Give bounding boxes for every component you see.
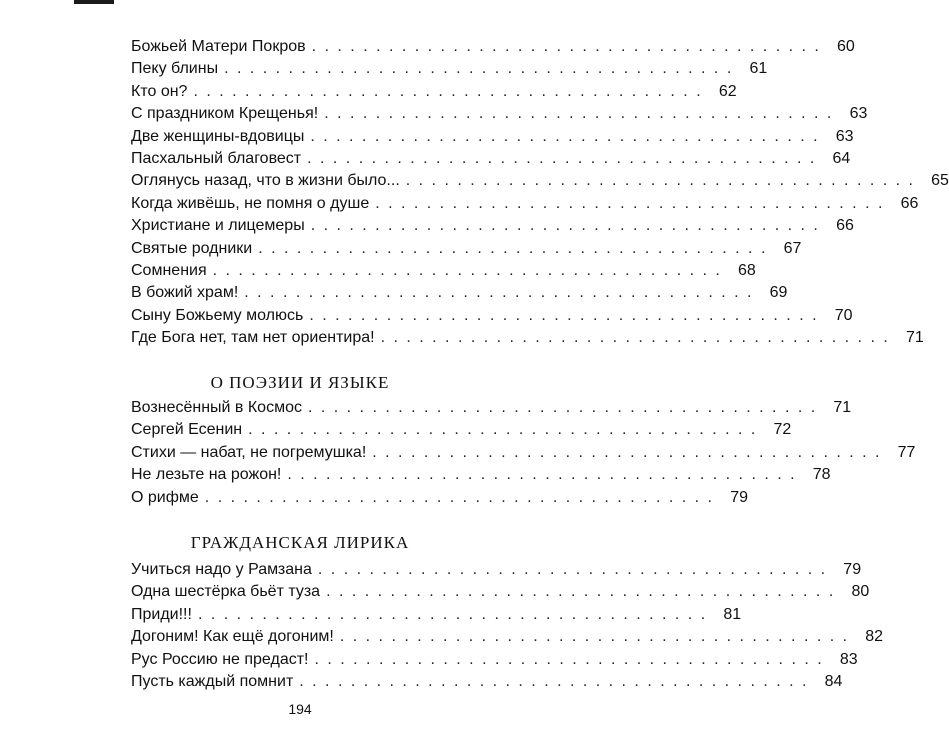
- entry-title: Христиане и лицемеры: [131, 217, 305, 235]
- dot-leader: . . . . . . . . . . . . . . . . . . . . . . . . . . . . . . . . . . . . . . . .: [310, 127, 820, 145]
- entry-page: 70: [834, 306, 853, 324]
- dot-leader: . . . . . . . . . . . . . . . . . . . . . . . . . . . . . . . . . . . . . . . .: [224, 60, 734, 78]
- dot-leader: . . . . . . . . . . . . . . . . . . . . . . . . . . . . . . . . . . . . . . . .: [339, 628, 850, 646]
- dot-leader: . . . . . . . . . . . . . . . . . . . . . . . . . . . . . . . . . . . . . . . .: [405, 172, 915, 190]
- dot-leader: . . . . . . . . . . . . . . . . . . . . . . . . . . . . . . . . . . . . . . . .: [193, 82, 703, 100]
- toc-entry[interactable]: [131, 466, 831, 488]
- toc-section-faith: [131, 38, 949, 351]
- entry-title: Стихи — набат, не погремушка!: [131, 443, 367, 461]
- dot-leader: . . . . . . . . . . . . . . . . . . . . . . . . . . . . . . . . . . . . . . . .: [380, 329, 890, 347]
- entry-page: 64: [832, 149, 851, 167]
- toc-entry[interactable]: [131, 127, 854, 150]
- dot-leader: . . . . . . . . . . . . . . . . . . . . . . . . . . . . . . . . . . . . . . . .: [258, 239, 768, 257]
- top-edge-mark: [74, 0, 114, 4]
- dot-leader: . . . . . . . . . . . . . . . . . . . . . . . . . . . . . . . . . . . . . . . .: [197, 605, 708, 623]
- entry-page: 68: [738, 261, 756, 279]
- toc-entry[interactable]: [131, 149, 851, 172]
- entry-page: 77: [897, 443, 916, 461]
- dot-leader: . . . . . . . . . . . . . . . . . . . . . . . . . . . . . . . . . . . . . . . .: [311, 38, 821, 55]
- dot-leader: . . . . . . . . . . . . . . . . . . . . . . . . . . . . . . . . . . . . . . . .: [212, 261, 722, 279]
- dot-leader: . . . . . . . . . . . . . . . . . . . . . . . . . . . . . . . . . . . . . . . .: [204, 488, 714, 506]
- toc-entry[interactable]: [131, 217, 854, 239]
- toc-entry[interactable]: [131, 605, 742, 628]
- dot-leader: . . . . . . . . . . . . . . . . . . . . . . . . . . . . . . . . . . . . . . . .: [248, 421, 758, 439]
- entry-page: 81: [723, 605, 742, 623]
- entry-title: О рифме: [131, 488, 199, 506]
- toc-entry[interactable]: [131, 306, 853, 329]
- entry-title: Святые родники: [131, 239, 253, 257]
- entry-title: Одна шестёрка бьёт туза: [131, 583, 321, 601]
- entry-page: 60: [837, 38, 855, 55]
- entry-title: Оглянусь назад, что в жизни было...: [131, 172, 400, 190]
- toc-entry[interactable]: [131, 443, 916, 466]
- dot-leader: . . . . . . . . . . . . . . . . . . . . . . . . . . . . . . . . . . . . . . . .: [324, 105, 834, 123]
- entry-title: Божьей Матери Покров: [131, 38, 306, 55]
- entry-page: 67: [783, 239, 802, 257]
- toc-entry[interactable]: [131, 421, 792, 443]
- entry-page: 71: [905, 329, 924, 347]
- entry-title: Кто он?: [131, 82, 188, 100]
- page-number: 194: [288, 701, 312, 717]
- dot-leader: . . . . . . . . . . . . . . . . . . . . . . . . . . . . . . . . . . . . . . . .: [314, 650, 824, 668]
- toc-entry[interactable]: [131, 399, 852, 421]
- entry-title: Сергей Есенин: [131, 421, 243, 439]
- toc-section-civic: [131, 561, 884, 695]
- toc-entry[interactable]: [131, 284, 788, 306]
- entry-page: 79: [730, 488, 748, 506]
- dot-leader: . . . . . . . . . . . . . . . . . . . . . . . . . . . . . . . . . . . . . . . .: [310, 217, 820, 235]
- dot-leader: . . . . . . . . . . . . . . . . . . . . . . . . . . . . . . . . . . . . . . . .: [307, 149, 817, 167]
- toc-entry[interactable]: [131, 488, 748, 511]
- entry-page: 83: [839, 650, 858, 668]
- entry-page: 69: [769, 284, 788, 302]
- toc-entry[interactable]: [131, 38, 855, 60]
- entry-title: Сомнения: [131, 261, 207, 279]
- entry-page: 71: [833, 399, 852, 416]
- dot-leader: . . . . . . . . . . . . . . . . . . . . . . . . . . . . . . . . . . . . . . . .: [287, 466, 797, 484]
- toc-entry[interactable]: [131, 261, 756, 284]
- entry-page: 63: [835, 127, 854, 145]
- entry-title: Рус Россию не предаст!: [131, 650, 309, 668]
- toc-entry[interactable]: [131, 329, 924, 351]
- dot-leader: . . . . . . . . . . . . . . . . . . . . . . . . . . . . . . . . . . . . . . . .: [307, 399, 818, 416]
- entry-title: Учиться надо у Рамзана: [131, 561, 312, 578]
- entry-title: Сыну Божьему молюсь: [131, 306, 304, 324]
- toc-entry[interactable]: [131, 650, 858, 673]
- dot-leader: . . . . . . . . . . . . . . . . . . . . . . . . . . . . . . . . . . . . . . . .: [309, 306, 819, 324]
- entry-page: 82: [865, 628, 884, 646]
- entry-title: Где Бога нет, там нет ориентира!: [131, 329, 375, 347]
- entry-title: Не лезьте на рожон!: [131, 466, 282, 484]
- entry-title: Две женщины-вдовицы: [131, 127, 305, 145]
- entry-title: Пасхальный благовест: [131, 149, 302, 167]
- toc-entry[interactable]: [131, 239, 802, 262]
- section-heading-poetry: О ПОЭЗИИ И ЯЗЫКЕ: [210, 373, 390, 392]
- toc-section-poetry: [131, 399, 916, 511]
- toc-entry[interactable]: [131, 172, 949, 194]
- entry-page: 78: [812, 466, 831, 484]
- entry-page: 72: [773, 421, 792, 439]
- entry-title: Догоним! Как ещё догоним!: [131, 628, 334, 646]
- entry-page: 66: [900, 194, 919, 212]
- entry-page: 62: [718, 82, 737, 100]
- toc-entry[interactable]: [131, 105, 868, 127]
- entry-page: 66: [836, 217, 854, 235]
- dot-leader: . . . . . . . . . . . . . . . . . . . . . . . . . . . . . . . . . . . . . . . .: [375, 194, 885, 212]
- entry-title: Когда живёшь, не помня о душе: [131, 194, 370, 212]
- entry-title: Пусть каждый помнит: [131, 672, 294, 690]
- entry-page: 79: [843, 561, 862, 578]
- toc-entry[interactable]: [131, 672, 843, 695]
- dot-leader: . . . . . . . . . . . . . . . . . . . . . . . . . . . . . . . . . . . . . . . .: [326, 583, 836, 601]
- entry-page: 61: [749, 60, 768, 78]
- entry-page: 65: [931, 172, 949, 190]
- toc-entry[interactable]: [131, 60, 768, 82]
- entry-title: Пеку блины: [131, 60, 219, 78]
- entry-page: 80: [851, 583, 870, 601]
- entry-title: Вознесённый в Космос: [131, 399, 302, 416]
- dot-leader: . . . . . . . . . . . . . . . . . . . . . . . . . . . . . . . . . . . . . . . .: [372, 443, 882, 461]
- toc-entry[interactable]: [131, 561, 862, 583]
- dot-leader: . . . . . . . . . . . . . . . . . . . . . . . . . . . . . . . . . . . . . . . .: [299, 672, 809, 690]
- entry-title: Приди!!!: [131, 605, 192, 623]
- toc-entry[interactable]: [131, 194, 919, 217]
- dot-leader: . . . . . . . . . . . . . . . . . . . . . . . . . . . . . . . . . . . . . . . .: [244, 284, 754, 302]
- dot-leader: . . . . . . . . . . . . . . . . . . . . . . . . . . . . . . . . . . . . . . . .: [317, 561, 828, 578]
- entry-page: 63: [849, 105, 868, 123]
- entry-page: 84: [824, 672, 843, 690]
- toc-entry[interactable]: [131, 583, 870, 605]
- entry-title: С праздником Крещенья!: [131, 105, 319, 123]
- toc-entry[interactable]: [131, 82, 737, 105]
- section-heading-civic: ГРАЖДАНСКАЯ ЛИРИКА: [190, 533, 410, 552]
- entry-title: В божий храм!: [131, 284, 239, 302]
- toc-entry[interactable]: [131, 628, 884, 650]
